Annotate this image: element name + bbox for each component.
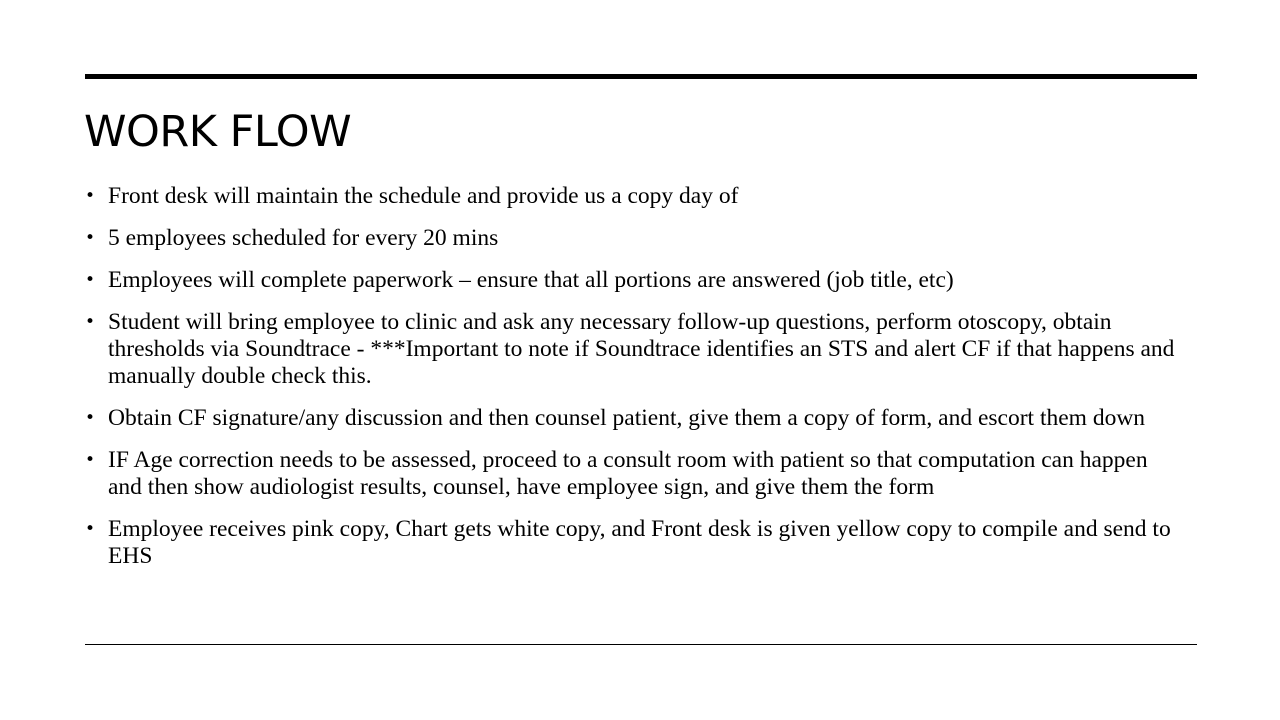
bullet-item: • Obtain CF signature/any discussion and then counsel patient, give them a copy of form, and escort them down — [85, 405, 1180, 432]
bullet-item: • Front desk will maintain the schedule and provide us a copy day of — [85, 183, 1180, 210]
bullet-item: • Student will bring employee to clinic and ask any necessary follow-up questions, perform otoscopy, obtain thresholds via Soundtrace - ***Important to note if Soundtrace identifies an STS and alert CF if that happens and manually double check this. — [85, 309, 1180, 390]
slide-title: WORK FLOW — [84, 107, 352, 157]
bullet-item: • IF Age correction needs to be assessed, proceed to a consult room with patient so that computation can happen and then show audiologist results, counsel, have employee sign, and give them the form — [85, 447, 1180, 501]
bottom-divider — [85, 644, 1197, 645]
bullet-item: • 5 employees scheduled for every 20 mins — [85, 225, 1180, 252]
bullet-item: • Employees will complete paperwork – ensure that all portions are answered (job title, etc) — [85, 267, 1180, 294]
bullet-item: • Employee receives pink copy, Chart gets white copy, and Front desk is given yellow copy to compile and send to EHS — [85, 516, 1180, 570]
top-divider — [85, 74, 1197, 79]
bullet-list — [85, 183, 1180, 585]
